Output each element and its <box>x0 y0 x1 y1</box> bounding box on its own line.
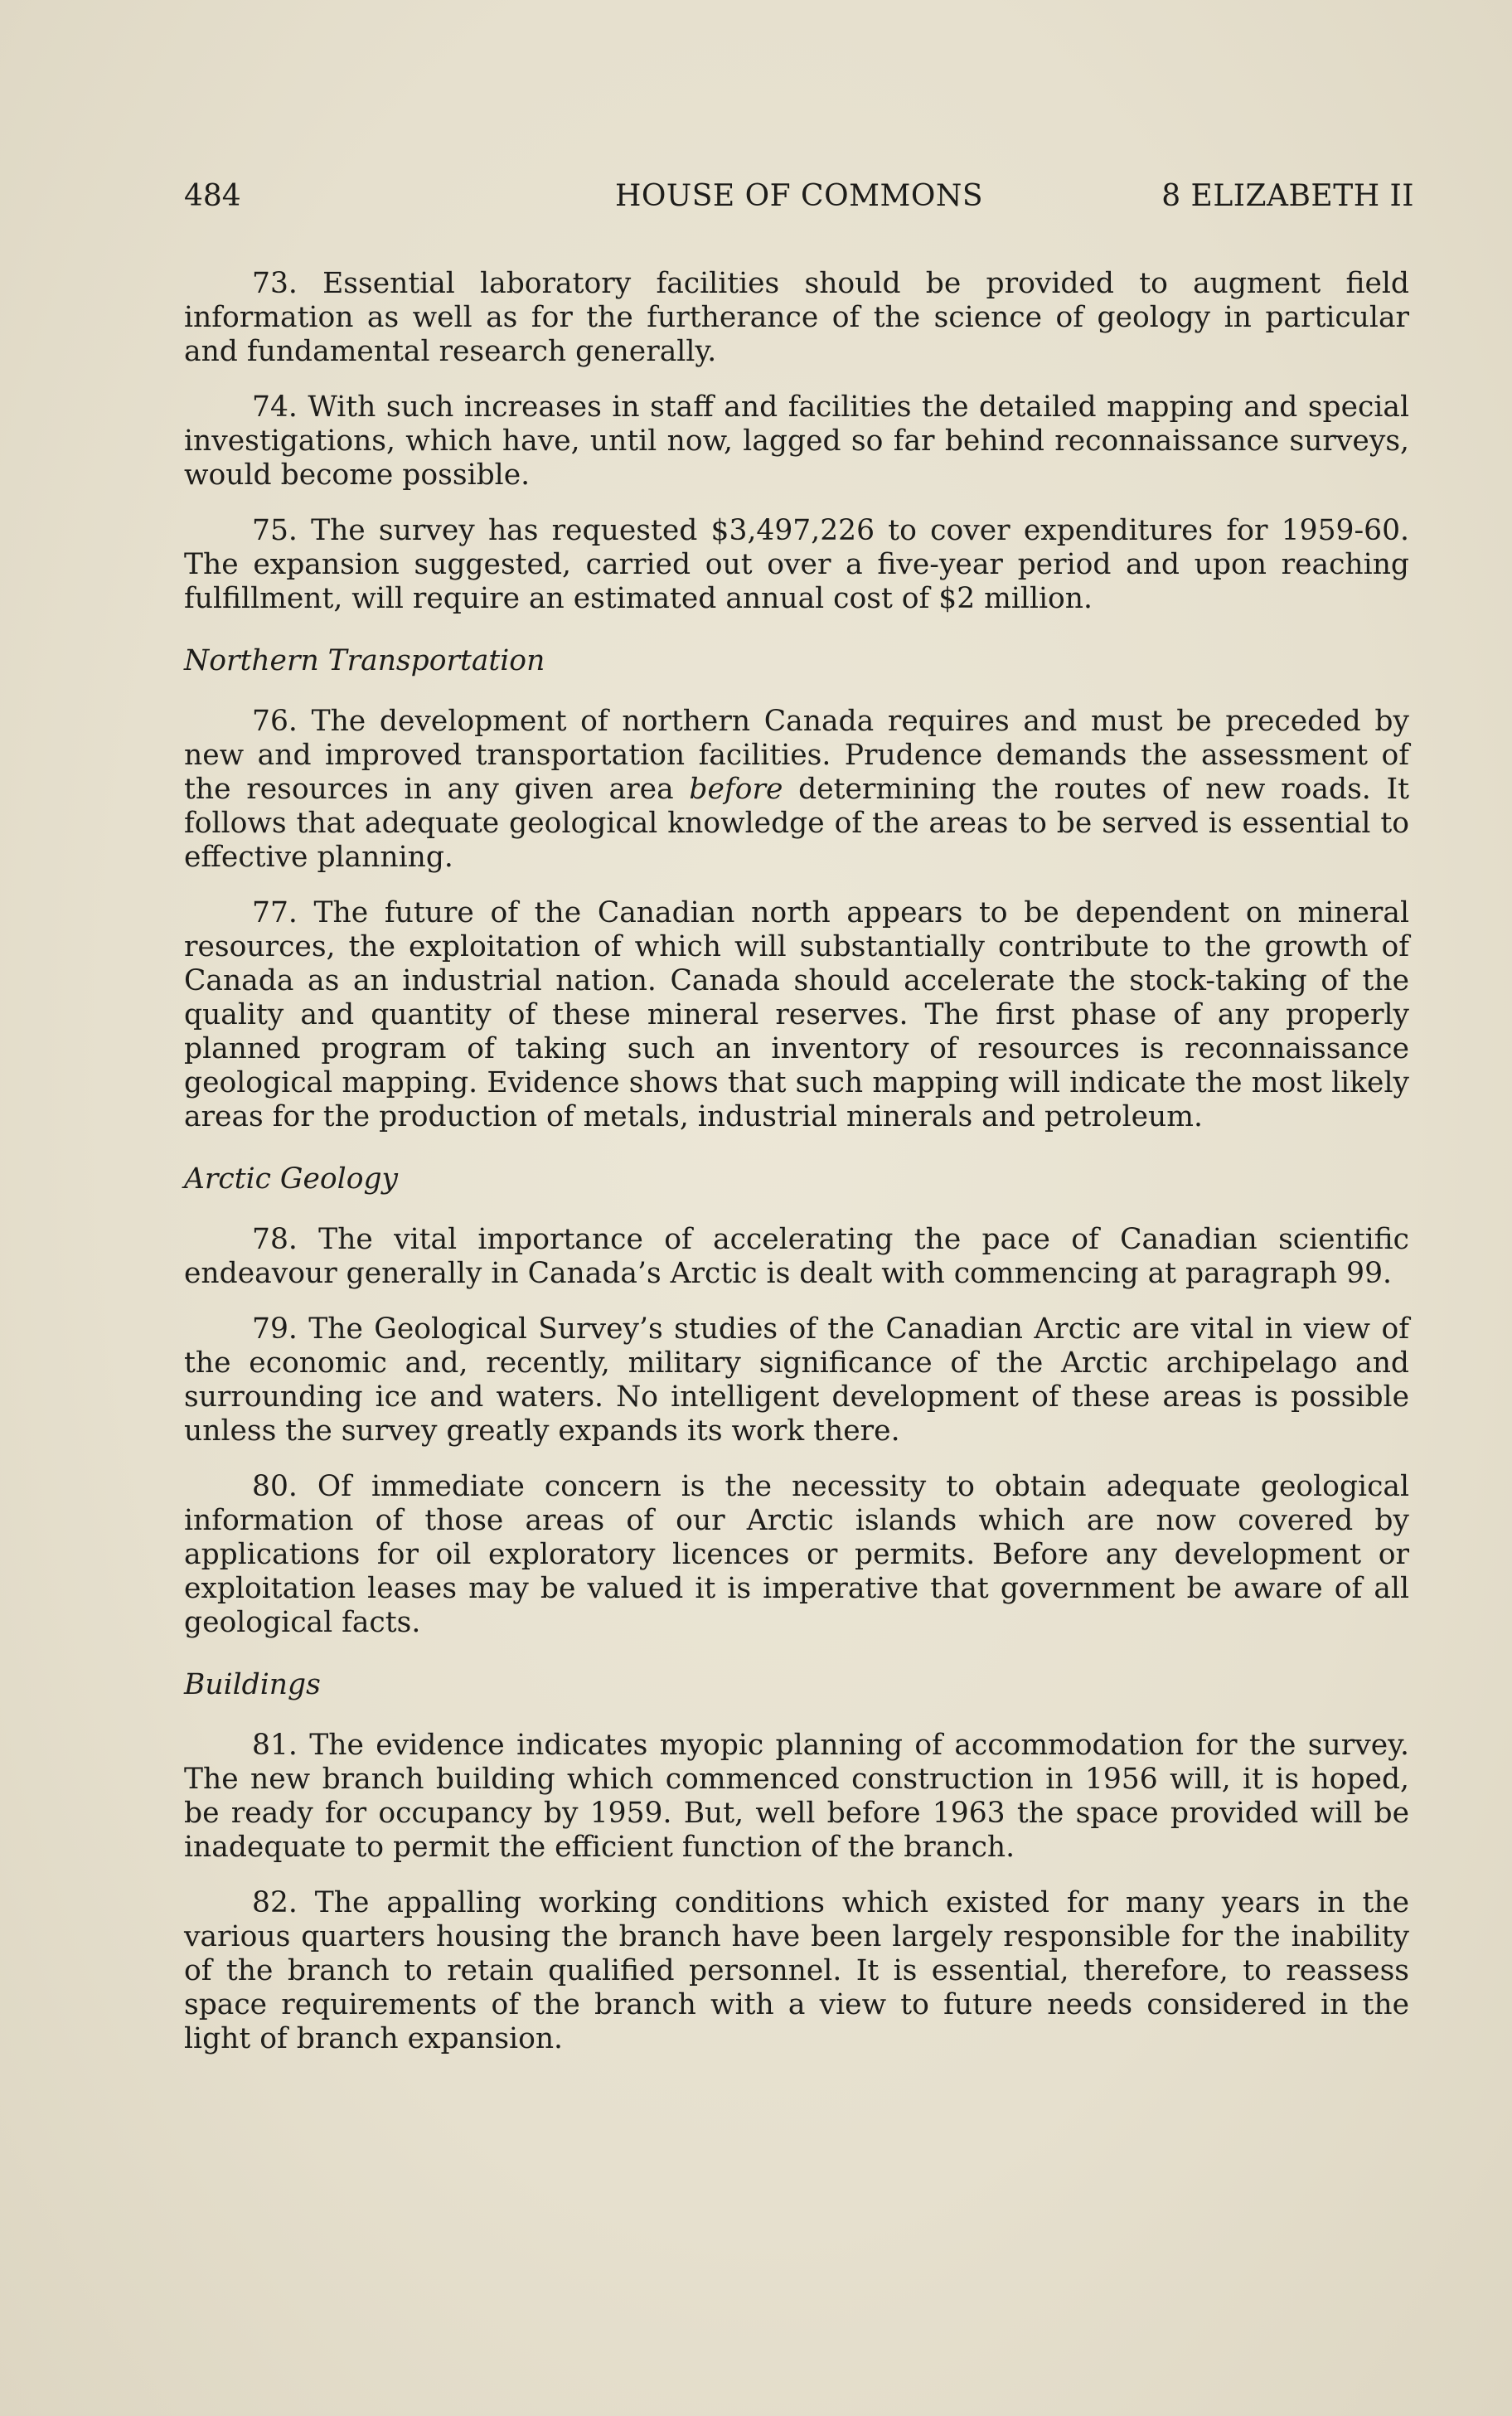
paragraph-79: 79. The Geological Survey’s studies of the Canadian Arctic are vital in view of the economic and, recently, military significance of the Arctic archipelago and surrounding ice and waters. No intelligent development of these areas is possible unless the survey greatly expands its work there. <box>184 1312 1409 1448</box>
section-heading-northern-transportation: Northern Transportation <box>184 644 545 677</box>
paragraph-78: 78. The vital importance of accelerating the pace of Canadian scientific endeavour generally in Canada’s Arctic is dealt with commencing at paragraph 99. <box>184 1223 1409 1290</box>
paragraph-76-text-b: determining the routes of new roads. It follows that adequate geological knowledge of the areas to be served is essential to effective planning. <box>184 773 1409 874</box>
paragraph-80: 80. Of immediate concern is the necessity to obtain adequate geological information of those areas of our Arctic islands which are now covered by applications for oil exploratory licences or permits. Before any development or exploitation leases may be valued it is imperative that government be aware of all geological facts. <box>184 1470 1409 1639</box>
paragraph-76-emphasis: before <box>689 773 783 806</box>
paragraph-81: 81. The evidence indicates myopic planning of accommodation for the survey. The new branch building which commenced construction in 1956 will, it is hoped, be ready for occupancy by 1959. But, well before 1963 the space provided will be inadequate to permit the efficient function of the branch. <box>184 1729 1409 1864</box>
paragraph-77: 77. The future of the Canadian north appears to be dependent on mineral resources, the exploitation of which will substantially contribute to the growth of Canada as an industrial nation. Canada should accelerate the stock-taking of the quality and quantity of these mineral reserves. The first phase of any properly planned program of taking such an inventory of resources is reconnaissance geological mapping. Evidence shows that such mapping will indicate the most likely areas for the production of metals, industrial minerals and petroleum. <box>184 896 1409 1133</box>
section-heading-arctic-geology: Arctic Geology <box>184 1162 399 1196</box>
page-number: 484 <box>184 179 241 213</box>
paragraph-75: 75. The survey has requested $3,497,226 to cover expenditures for 1959-60. The expansion suggested, carried out over a five-year period and upon reaching fulfillment, will require an estimated annual cost of $2 million. <box>184 514 1409 615</box>
header-reign: 8 ELIZABETH II <box>1161 179 1414 213</box>
paragraph-76 <box>184 705 1409 875</box>
header-title: HOUSE OF COMMONS <box>614 179 984 213</box>
paragraph-74: 74. With such increases in staff and facilities the detailed mapping and special investigations, which have, until now, lagged so far behind reconnaissance surveys, would become possible. <box>184 391 1409 492</box>
section-heading-buildings: Buildings <box>184 1668 321 1701</box>
paragraph-76-text-a: 76. The development of northern Canada requires and must be preceded by new and improved transportation facilities. Prudence demands the assessment of the resources in any given area <box>184 705 1409 806</box>
page-header <box>184 179 1414 221</box>
paragraph-82: 82. The appalling working conditions which existed for many years in the various quarters housing the branch have been largely responsible for the inability of the branch to retain qualified personnel. It is essential, therefore, to reassess space requirements of the branch with a view to future needs considered in the light of branch expansion. <box>184 1886 1409 2055</box>
paragraph-73: 73. Essential laboratory facilities should be provided to augment field information as well as for the furtherance of the science of geology in particular and fundamental research generally. <box>184 267 1409 368</box>
page-body <box>184 267 1409 2078</box>
